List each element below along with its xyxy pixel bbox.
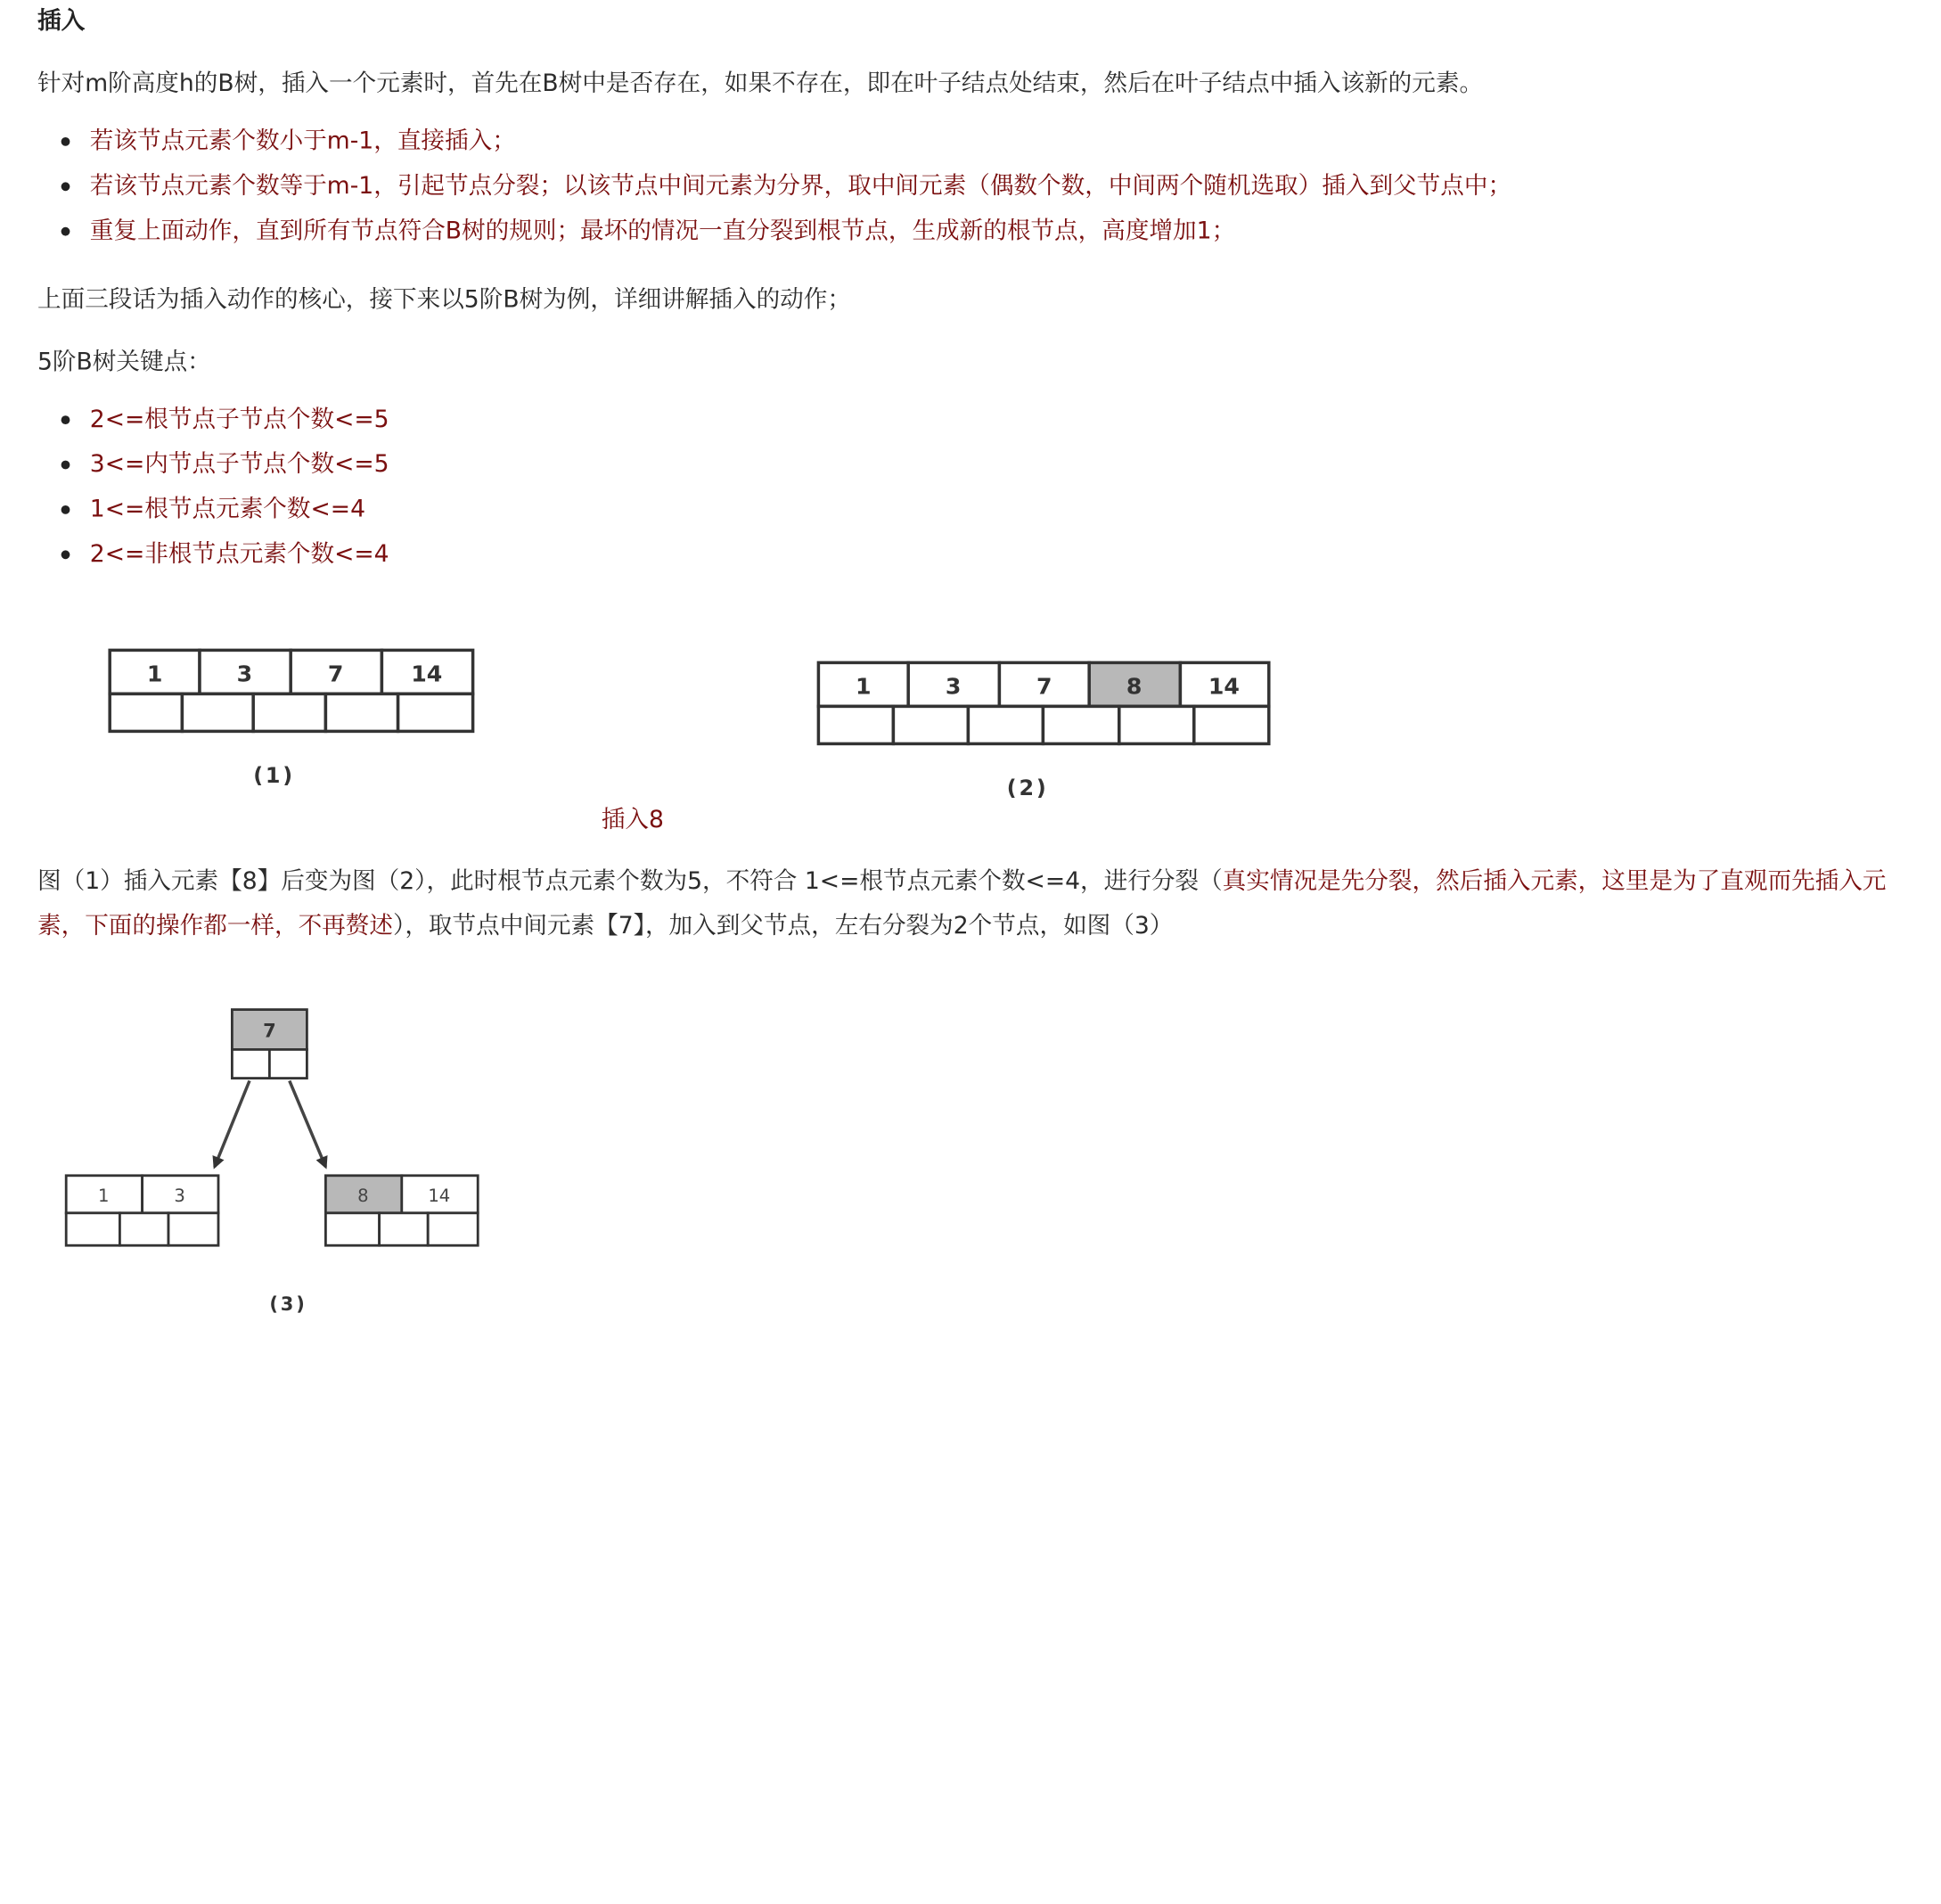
child-pointer-cell xyxy=(119,1213,168,1245)
insert-8-label: 插入8 xyxy=(601,806,664,834)
figure-1-caption: (1) xyxy=(253,763,295,789)
list-item: 2<=非根节点元素个数<=4 xyxy=(37,531,389,576)
key-label: 3 xyxy=(236,661,253,687)
right-child-arrow xyxy=(290,1080,326,1167)
list-item: 若该节点元素个数等于m-1，引起节点分裂；以该节点中间元素为分界，取中间元素（偶数个数，中间两个随机选取）插入到父节点中； xyxy=(37,163,1511,208)
child-pointer-cell xyxy=(1043,706,1118,743)
summary-paragraph: 上面三段话为插入动作的核心，接下来以5阶B树为例，详细讲解插入的动作； xyxy=(37,285,851,314)
child-pointer-cell xyxy=(398,693,473,731)
figure-3-caption: (3) xyxy=(269,1293,307,1316)
child-pointer-cell xyxy=(1119,706,1194,743)
section-heading: 插入 xyxy=(37,7,86,36)
key-label: 7 xyxy=(327,661,344,687)
key-points-list xyxy=(37,397,389,577)
child-pointer-cell xyxy=(325,1213,379,1245)
key-label: 3 xyxy=(945,673,962,700)
figure-1-btree-node xyxy=(107,648,476,735)
left-child-arrow xyxy=(215,1080,250,1167)
child-pointer-cell xyxy=(110,693,182,731)
explanation-text: 图（1）插入元素【8】后变为图（2），此时根节点元素个数为5，不符合 1<=根节点元素个数<=4，进行分裂（ xyxy=(37,867,1223,895)
explanation-note: 真实情况是先分裂，然后插入元素，这里是为了直观而先插入元素，下面的操作都一样，不再赘述 xyxy=(37,867,1887,940)
list-item: 1<=根节点元素个数<=4 xyxy=(37,487,389,531)
explanation-paragraph xyxy=(37,858,1909,948)
key-label: 3 xyxy=(174,1186,185,1207)
key-label: 8 xyxy=(1126,673,1142,700)
child-pointer-cell xyxy=(893,706,968,743)
child-pointer-cell xyxy=(428,1213,478,1245)
key-label: 1 xyxy=(146,661,163,687)
child-pointer-cell xyxy=(168,1213,218,1245)
left-child-node xyxy=(66,1176,218,1245)
key-label: 14 xyxy=(428,1186,451,1207)
key-label: 14 xyxy=(1208,673,1240,700)
list-item: 重复上面动作，直到所有节点符合B树的规则；最坏的情况一直分裂到根节点，生成新的根节点，高度增加1； xyxy=(37,209,1511,253)
list-item: 2<=根节点子节点个数<=5 xyxy=(37,397,389,441)
child-pointer-cell xyxy=(1194,706,1269,743)
figure-2-caption: (2) xyxy=(1006,776,1049,801)
figure-2-btree-node xyxy=(816,661,1273,748)
child-pointer-cell xyxy=(325,693,397,731)
child-pointer-cell xyxy=(380,1213,429,1245)
figure-3-split-tree xyxy=(62,1005,487,1250)
key-label: 1 xyxy=(97,1186,110,1207)
key-label: 1 xyxy=(856,673,872,700)
key-label: 7 xyxy=(263,1020,276,1042)
child-pointer-cell xyxy=(182,693,253,731)
key-label: 14 xyxy=(411,661,443,687)
child-pointer-cell xyxy=(253,693,325,731)
key-points-title: 5阶B树关键点： xyxy=(37,348,211,376)
explanation-text: ），取节点中间元素【7】，加入到父节点，左右分裂为2个节点，如图（3） xyxy=(393,912,1174,940)
child-pointer-cell xyxy=(66,1213,119,1245)
intro-paragraph: 针对m阶高度h的B树，插入一个元素时，首先在B树中是否存在，如果不存在，即在叶子结点处结束，然后在叶子结点中插入该新的元素。 xyxy=(37,70,1484,98)
list-item: 若该节点元素个数小于m-1，直接插入； xyxy=(37,119,1511,163)
list-item: 3<=内节点子节点个数<=5 xyxy=(37,442,389,487)
key-label: 8 xyxy=(357,1186,369,1207)
child-pointer-cell xyxy=(968,706,1043,743)
child-pointer-cell xyxy=(818,706,893,743)
child-pointer-cell xyxy=(232,1049,269,1078)
insert-rules-list xyxy=(37,119,1511,253)
child-pointer-cell xyxy=(269,1049,307,1078)
right-child-node xyxy=(325,1176,478,1245)
key-label: 7 xyxy=(1036,673,1052,700)
